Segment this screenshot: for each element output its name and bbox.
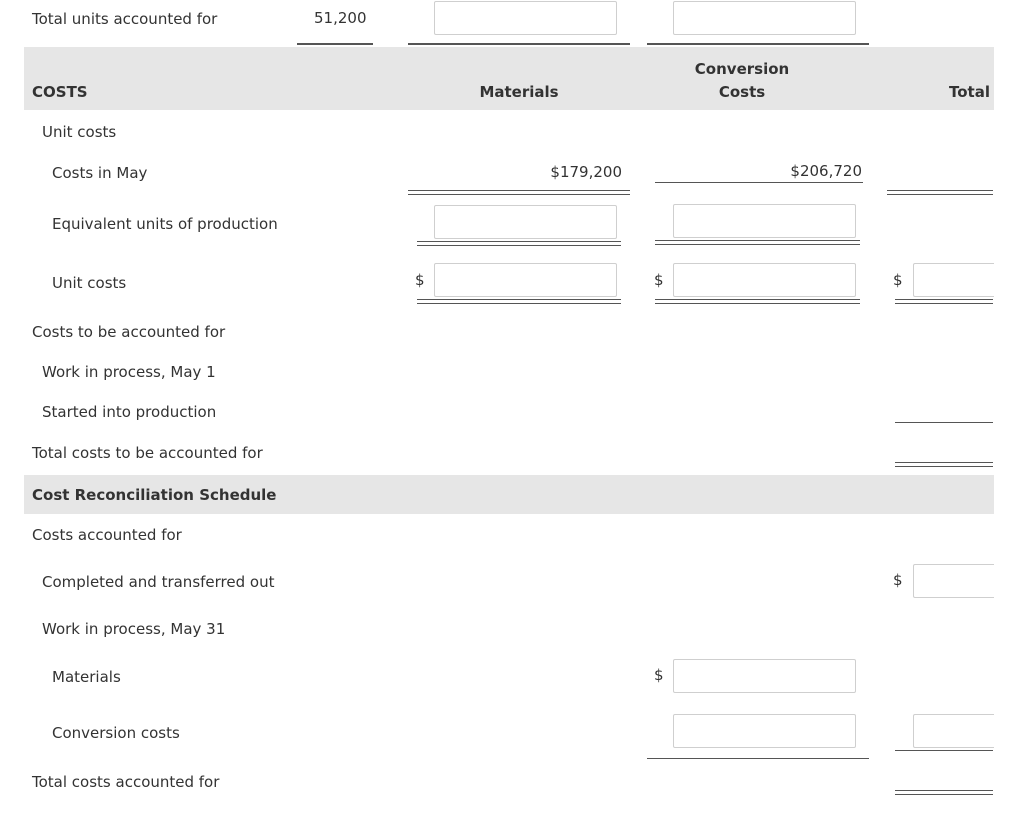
unit-costs-section-label: Unit costs xyxy=(42,123,117,141)
wip-total-underline xyxy=(895,750,993,751)
unit-cost-total-underline xyxy=(895,299,993,304)
total-costs-to-account-underline xyxy=(895,462,993,467)
wip-conversion-input[interactable] xyxy=(673,714,856,748)
total-costs-to-account-label: Total costs to be accounted for xyxy=(32,444,263,462)
started-total-underline xyxy=(895,422,993,423)
costs-to-account-label: Costs to be accounted for xyxy=(32,323,226,341)
wip-materials-label: Materials xyxy=(52,668,121,686)
unit-cost-conversion-underline xyxy=(655,299,860,304)
costs-accounted-for-label: Costs accounted for xyxy=(32,526,182,544)
unit-costs-row-label: Unit costs xyxy=(52,274,127,292)
unit-cost-materials-underline xyxy=(417,299,621,304)
materials-costs-in-may: $179,200 xyxy=(550,163,622,181)
dollar-sign-wip-materials: $ xyxy=(654,666,664,684)
conversion-costs-in-may: $206,720 xyxy=(790,162,862,180)
dollar-sign-materials: $ xyxy=(415,271,425,289)
equiv-units-conversion-input[interactable] xyxy=(673,204,856,238)
costs-section-title: COSTS xyxy=(32,83,88,101)
total-units-value: 51,200 xyxy=(314,9,367,27)
equiv-units-materials-underline xyxy=(417,241,621,246)
conversion-column-header-line2: Costs xyxy=(718,83,766,101)
equiv-units-label: Equivalent units of production xyxy=(52,215,278,233)
units-materials-input[interactable] xyxy=(434,1,617,35)
wip-conversion-label: Conversion costs xyxy=(52,724,180,742)
conversion-column-header-line1: Conversion xyxy=(694,60,790,78)
dollar-sign-conversion: $ xyxy=(654,271,664,289)
total-costs-accounted-label: Total costs accounted for xyxy=(32,773,220,791)
wip-materials-input[interactable] xyxy=(673,659,856,693)
total-costs-accounted-underline xyxy=(895,790,993,795)
materials-column-header: Materials xyxy=(479,83,559,101)
dollar-sign-completed: $ xyxy=(893,571,903,589)
dollar-sign-total: $ xyxy=(893,271,903,289)
costs-in-may-label: Costs in May xyxy=(52,164,148,182)
materials-costs-underline xyxy=(408,190,630,195)
started-into-production-label: Started into production xyxy=(42,403,217,421)
wip-may31-label: Work in process, May 31 xyxy=(42,620,226,638)
total-units-label: Total units accounted for xyxy=(32,10,218,28)
equiv-units-materials-input[interactable] xyxy=(434,205,617,239)
total-costs-in-may-underline xyxy=(887,190,993,195)
units-conversion-input[interactable] xyxy=(673,1,856,35)
unit-cost-total-input[interactable] xyxy=(913,263,994,297)
wip-total-input[interactable] xyxy=(913,714,994,748)
completed-transferred-total-input[interactable] xyxy=(913,564,994,598)
completed-transferred-label: Completed and transferred out xyxy=(42,573,275,591)
conversion-costs-underline xyxy=(655,182,863,183)
wip-may1-label: Work in process, May 1 xyxy=(42,363,216,381)
reconciliation-title: Cost Reconciliation Schedule xyxy=(32,486,277,504)
unit-cost-conversion-input[interactable] xyxy=(673,263,856,297)
total-column-header: Total xyxy=(949,83,990,101)
wip-conversion-underline xyxy=(647,758,869,759)
equiv-units-conversion-underline xyxy=(655,240,860,245)
unit-cost-materials-input[interactable] xyxy=(434,263,617,297)
